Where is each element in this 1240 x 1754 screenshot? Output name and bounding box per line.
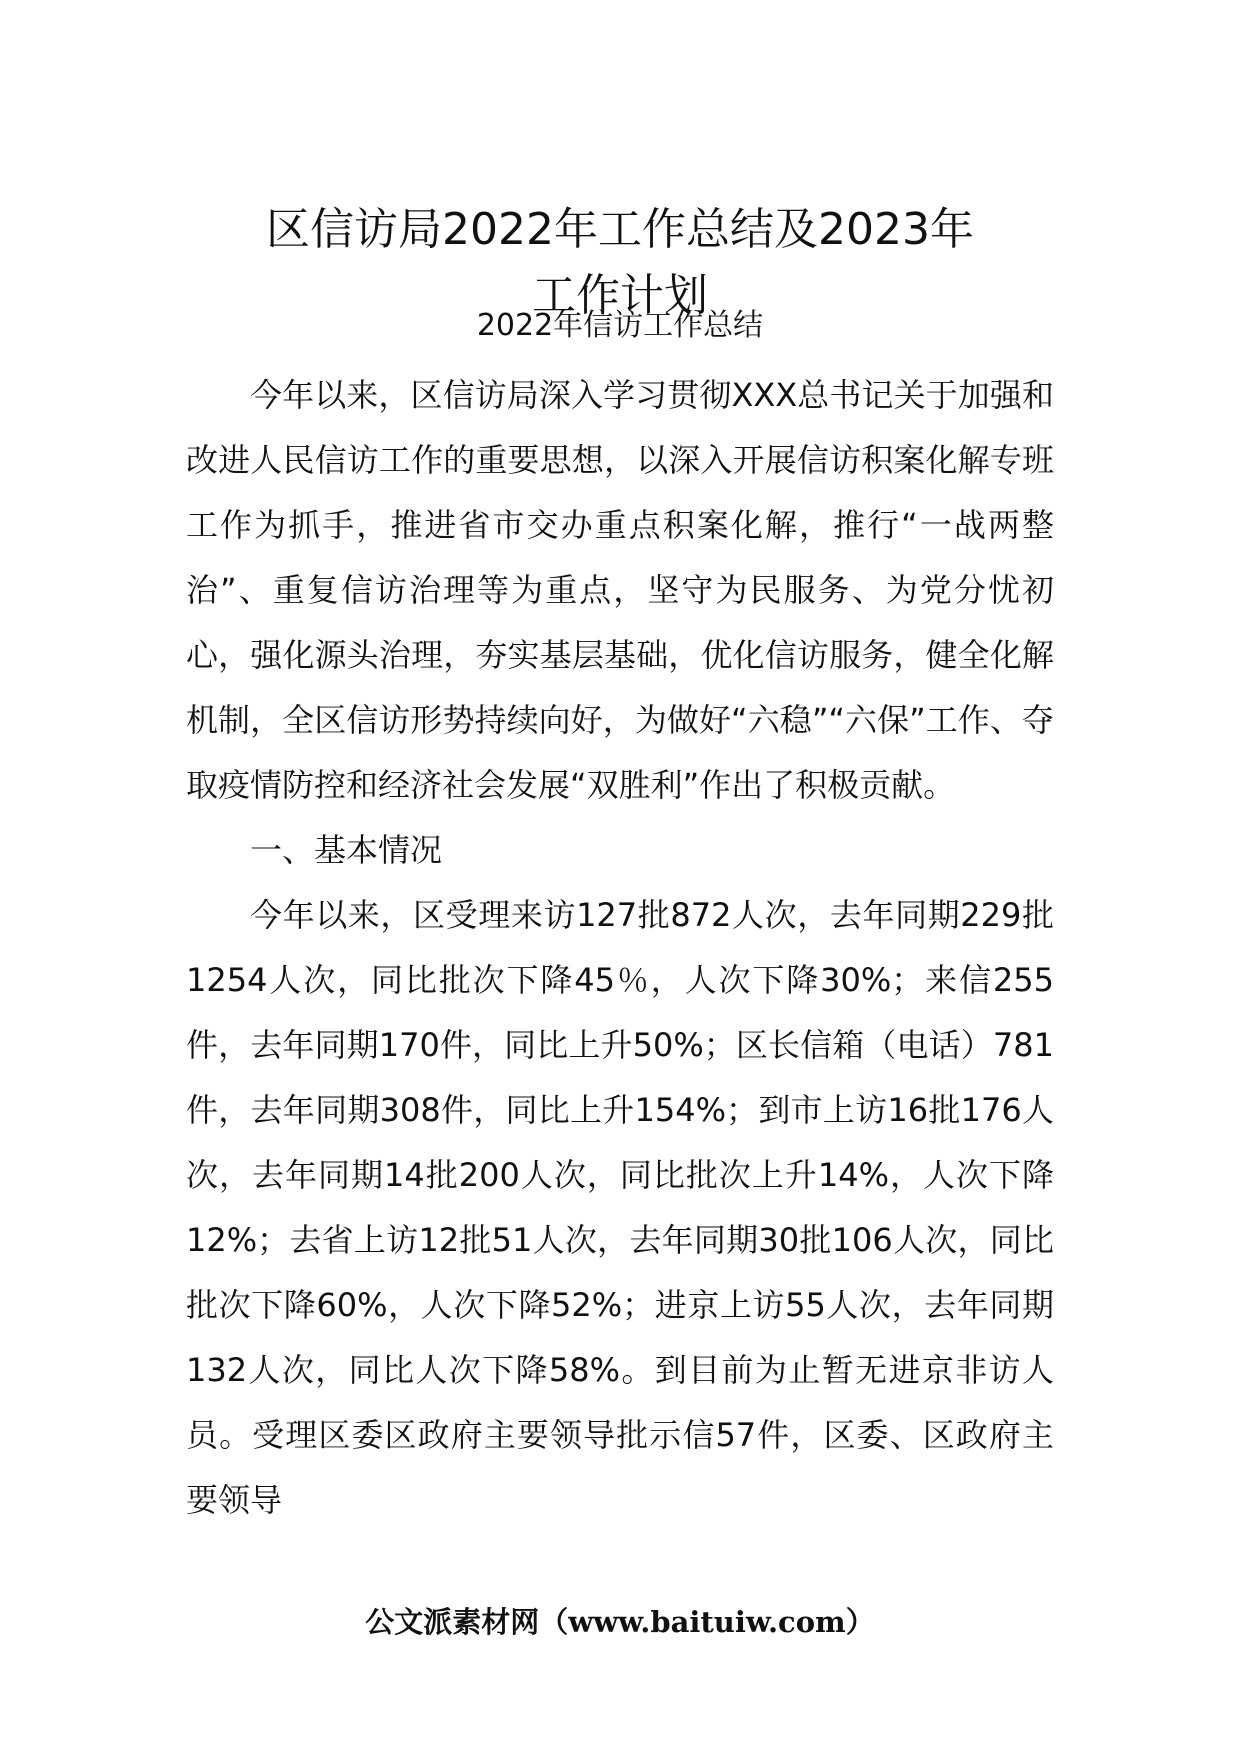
title-line-1: 区信访局2022年工作总结及2023年 bbox=[266, 204, 974, 256]
paragraph-intro: 今年以来，区信访局深入学习贯彻XXX总书记关于加强和改进人民信访工作的重要思想，以深入开展信访积案化解专班工作为抓手，推进省市交办重点积案化解，推行“一战两整治”、重复信访治理等为重点，坚守为民服务、为党分忧初心，强化源头治理，夯实基层基础，优化信访服务，健全化解机制，全区信访形势持续向好，为做好“六稳”“六保”工作、夺取疫情防控和经济社会发展“双胜利”作出了积极贡献。 bbox=[186, 376, 1054, 804]
document-subtitle: 2022年信访工作总结 bbox=[476, 308, 764, 343]
paragraph-statistics: 今年以来，区受理来访127批872人次，去年同期229批1254人次，同比批次下降45％，人次下降30%；来信255件，去年同期170件，同比上升50%；区长信箱（电话）781件，去年同期308件，同比上升154%；到市上访16批176人次，去年同期14批200人次，同比批次上升14%，人次下降12%；去省上访12批51人次，去年同期30批106人次，同比批次下降60%，人次下降52%；进京上访55人次，去年同期132人次，同比人次下降58%。到目前为止暂无进京非访人员。受理区委区政府主要领导批示信57件，区委、区政府主要领导 bbox=[186, 896, 1054, 1519]
title-line-2: 工作计划 bbox=[532, 270, 708, 322]
footer-watermark: 公文派素材网（www.baituiw.com） bbox=[365, 1605, 875, 1639]
document-body bbox=[186, 363, 1054, 1533]
section-heading-basic-situation: 一、基本情况 bbox=[250, 831, 443, 869]
